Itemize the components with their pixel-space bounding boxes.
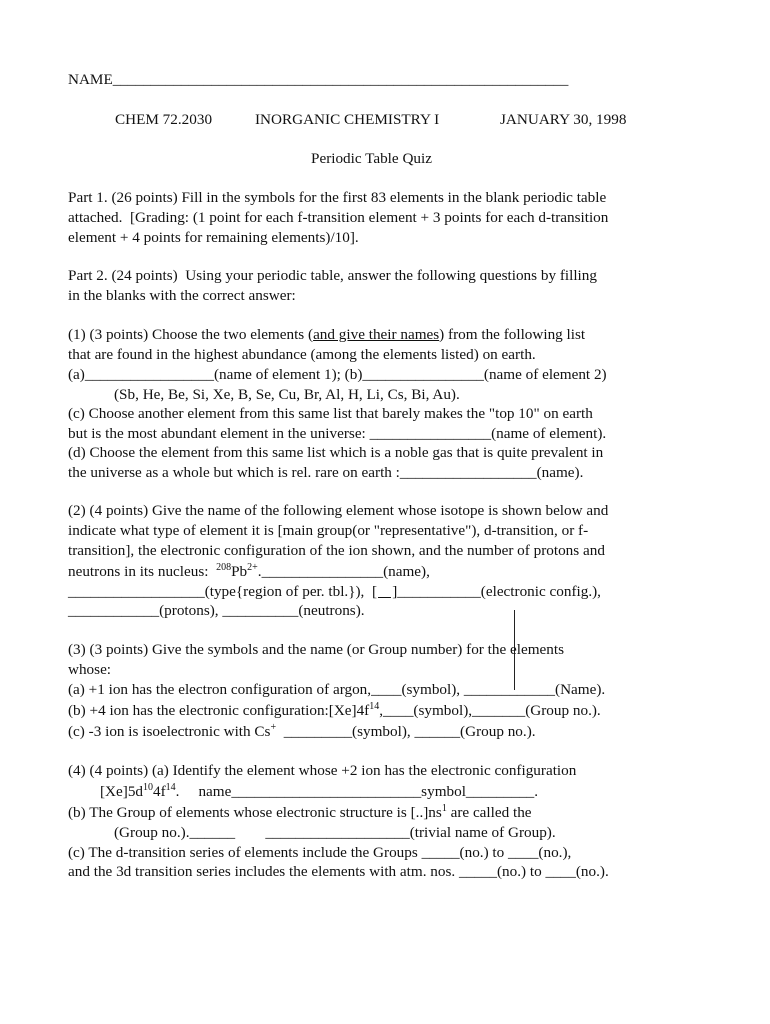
q3-c-superscript: + [270, 722, 277, 733]
q1-answer-line[interactable]: (a)_________________(name of element 1); (b)________________(name of element 2) [68, 366, 607, 383]
q2-text: neutrons in its nucleus: [68, 563, 217, 580]
q3-a-line[interactable]: (a) +1 ion has the electron configuration of argon,____(symbol), ____________(Name). [68, 681, 606, 698]
q3-b-blanks[interactable]: ,____(symbol),_______(Group no.). [379, 702, 601, 719]
q1-element-list: (Sb, He, Be, Si, Xe, B, Se, Cu, Br, Al, H, Li, Cs, Bi, Au). [114, 386, 460, 403]
q2-line-1: (2) (4 points) Give the name of the following element whose isotope is shown below and [68, 502, 609, 519]
q2-answer-line[interactable] [68, 582, 601, 602]
quiz-title: Periodic Table Quiz [311, 150, 432, 167]
q4-sup-2: 14 [165, 782, 176, 793]
q2-config-blank[interactable]: ___________(electronic config.), [397, 583, 601, 600]
exam-date: JANUARY 30, 1998 [500, 111, 627, 128]
q3-line-2: whose: [68, 661, 112, 678]
q3-c-line[interactable] [68, 722, 536, 742]
q4-line-1: (4) (4 points) (a) Identify the element whose +2 ion has the electronic configuration [68, 762, 577, 779]
course-number: CHEM 72.2030 [115, 111, 213, 128]
isotope-mass-number: 208 [216, 562, 232, 573]
q2-line-2: indicate what type of element it is [main group(or "representative"), d-transition, or f- [68, 522, 589, 539]
q2-name-blank[interactable]: .________________(name), [257, 563, 430, 580]
q3-line-1: (3) (3 points) Give the symbols and the name (or Group number) for the elements [68, 641, 564, 658]
q4-config-text: 4f [153, 783, 166, 800]
part1-line: Part 1. (26 points) Fill in the symbols for the first 83 elements in the blank periodic table [68, 189, 607, 206]
q1-line-2: that are found in the highest abundance (among the elements listed) on earth. [68, 346, 536, 363]
q3-b-superscript: 14 [369, 701, 380, 712]
q3-c-blanks[interactable]: _________(symbol), ______(Group no.). [276, 723, 536, 740]
q1-d-line: (d) Choose the element from this same list which is a noble gas that is quite prevalent in [68, 444, 604, 461]
q4-c-line-2[interactable]: and the 3d transition series includes the elements with atm. nos. _____(no.) to ____(no.). [68, 863, 609, 880]
q2-line-3: transition], the electronic configuration of the ion shown, and the number of protons and [68, 542, 605, 559]
part1-line: element + 4 points for remaining elements)/10]. [68, 229, 359, 246]
part2-line: in the blanks with the correct answer: [68, 287, 296, 304]
q1-underlined-text: and give their names [313, 326, 440, 343]
q4-sup-1: 10 [143, 782, 154, 793]
q1-c-line: (c) Choose another element from this same list that barely makes the "top 10" on earth [68, 405, 593, 422]
q1-text: ) from the following list [439, 326, 586, 343]
q4-config-text: [Xe]5d [100, 783, 144, 800]
q4-b-text: are called the [446, 804, 532, 821]
q4-b-line [68, 803, 532, 823]
isotope-symbol: Pb [231, 563, 248, 580]
q2-bracket-box[interactable]: [ ] [371, 583, 398, 600]
part1-line: attached. [Grading: (1 point for each f-transition element + 3 points for each d-transition [68, 209, 609, 226]
q3-b-text: (b) +4 ion has the electronic configuration:[Xe]4f [68, 702, 370, 719]
q2-type-blank[interactable]: __________________(type{region of per. tbl.}), [68, 583, 372, 600]
part2-line: Part 2. (24 points) Using your periodic table, answer the following questions by filling [68, 267, 597, 284]
q1-line-1 [68, 325, 585, 345]
name-field-line[interactable]: NAME____________________________________________________________ [68, 71, 569, 88]
q3-b-line[interactable] [68, 701, 601, 721]
q2-isotope-line[interactable] [68, 562, 430, 582]
q4-c-line[interactable]: (c) The d-transition series of elements include the Groups _____(no.) to ____(no.), [68, 844, 572, 861]
q4-b-text: (b) The Group of elements whose electronic structure is [..]ns [68, 804, 442, 821]
q4-b-superscript: 1 [441, 803, 447, 814]
q4-b-answer-line[interactable]: (Group no.).______ ___________________(trivial name of Group). [114, 824, 556, 841]
q4-a-answer-line[interactable] [100, 782, 538, 802]
q1-d-answer-line[interactable]: the universe as a whole but which is rel. rare on earth :__________________(name). [68, 464, 584, 481]
course-title: INORGANIC CHEMISTRY I [255, 111, 440, 128]
q3-c-text: (c) -3 ion is isoelectronic with Cs [68, 723, 271, 740]
q4-name-symbol-blanks[interactable]: . name_________________________symbol_________. [175, 783, 539, 800]
q1-c-answer-line[interactable]: but is the most abundant element in the universe: ________________(name of element). [68, 425, 607, 442]
q1-text: (1) (3 points) Choose the two elements ( [68, 326, 314, 343]
q2-protons-neutrons-line[interactable]: ____________(protons), __________(neutrons). [68, 602, 365, 619]
isotope-charge: 2+ [247, 562, 258, 573]
